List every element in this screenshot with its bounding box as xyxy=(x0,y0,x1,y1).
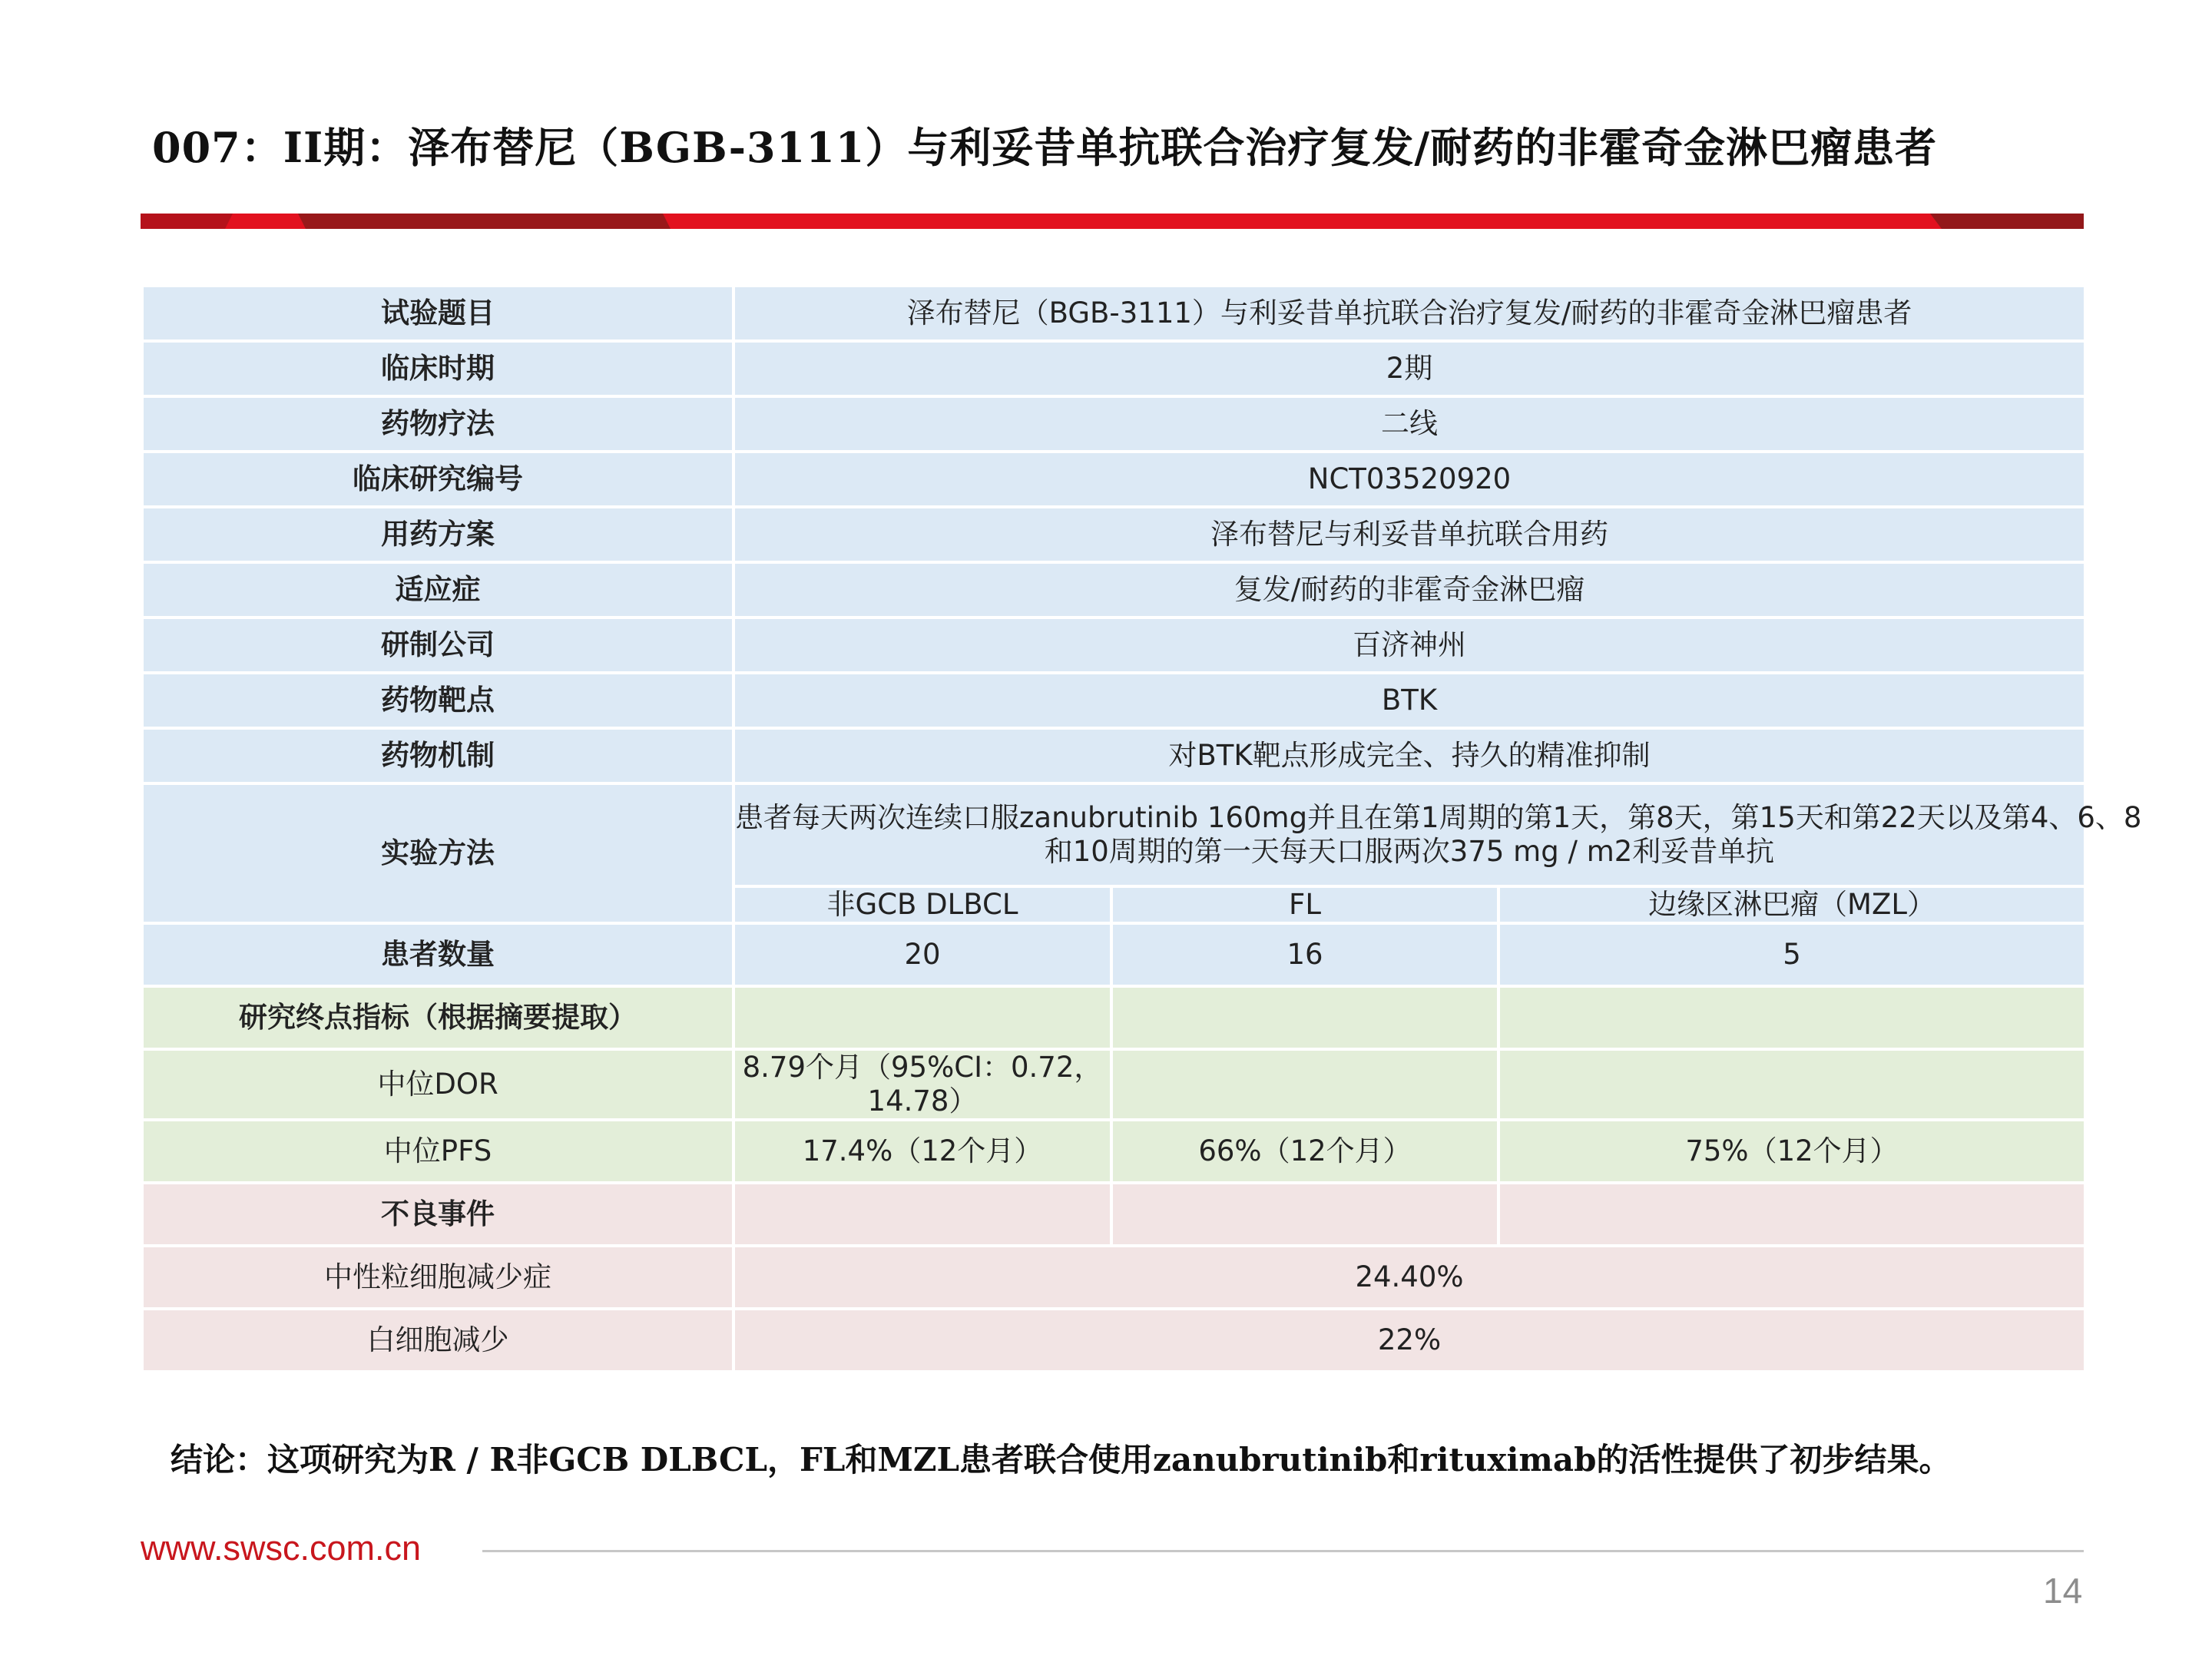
method-line-2: 和10周期的第一天每天口服两次375 mg / m2利妥昔单抗 xyxy=(1044,835,1775,868)
method-line-1: 患者每天两次连续口服zanubrutinib 160mg并且在第1周期的第1天，第8天，第15天和第22天以及第4、6、8 xyxy=(735,801,2142,834)
page-number: 14 xyxy=(2043,1571,2083,1611)
table-row xyxy=(144,453,2084,505)
footer-url: www.swsc.com.cn xyxy=(141,1528,422,1568)
table-row xyxy=(144,343,2084,395)
row-value: 2期 xyxy=(735,343,2084,395)
adverse-value: 22% xyxy=(735,1310,2084,1370)
page-title: 007：II期：泽布替尼（BGB-3111）与利妥昔单抗联合治疗复发/耐药的非霍奇金淋巴瘤患者 xyxy=(152,123,1938,172)
adverse-value: 24.40% xyxy=(735,1247,2084,1307)
table-row xyxy=(144,287,2084,339)
table-row xyxy=(144,674,2084,727)
empty-cell xyxy=(735,1184,1110,1244)
row-label: 药物机制 xyxy=(144,730,732,782)
table-row xyxy=(144,1051,2084,1118)
row-label: 不良事件 xyxy=(144,1184,732,1244)
table-row xyxy=(144,1247,2084,1307)
row-label: 实验方法 xyxy=(144,785,732,922)
group-header: FL xyxy=(1113,888,1497,922)
row-label: 适应症 xyxy=(144,564,732,616)
table-row xyxy=(144,508,2084,561)
pfs-value: 75%（12个月） xyxy=(1500,1121,2084,1181)
patient-count: 16 xyxy=(1113,925,1497,985)
pfs-value: 17.4%（12个月） xyxy=(735,1121,1110,1181)
row-value: 泽布替尼（BGB-3111）与利妥昔单抗联合治疗复发/耐药的非霍奇金淋巴瘤患者 xyxy=(735,287,2084,339)
dor-value xyxy=(735,1051,1110,1118)
pfs-value: 66%（12个月） xyxy=(1113,1121,1497,1181)
row-value: 泽布替尼与利妥昔单抗联合用药 xyxy=(735,508,2084,561)
row-label: 中性粒细胞减少症 xyxy=(144,1247,732,1307)
table-row xyxy=(144,398,2084,450)
row-label: 药物疗法 xyxy=(144,398,732,450)
table-row xyxy=(144,619,2084,671)
row-value: 二线 xyxy=(735,398,2084,450)
row-label: 白细胞减少 xyxy=(144,1310,732,1370)
group-header: 边缘区淋巴瘤（MZL） xyxy=(1500,888,2084,922)
table-row xyxy=(144,925,2084,985)
table-row xyxy=(144,988,2084,1048)
table-row xyxy=(144,1310,2084,1370)
row-label: 中位PFS xyxy=(144,1121,732,1181)
empty-cell xyxy=(1500,988,2084,1048)
patient-count: 20 xyxy=(735,925,1110,985)
footer-divider xyxy=(482,1550,2084,1552)
title-underline-bar xyxy=(141,214,2084,229)
table-row xyxy=(144,1121,2084,1181)
row-label: 试验题目 xyxy=(144,287,732,339)
conclusion-text: 结论：这项研究为R / R非GCB DLBCL，FL和MZL患者联合使用zanubrutinib和rituximab的活性提供了初步结果。 xyxy=(171,1441,1952,1479)
method-description xyxy=(735,785,2142,885)
empty-cell xyxy=(1113,1184,1497,1244)
empty-cell xyxy=(1500,1051,2084,1118)
row-value: 复发/耐药的非霍奇金淋巴瘤 xyxy=(735,564,2084,616)
table-row xyxy=(144,564,2084,616)
table-row xyxy=(144,730,2084,782)
dor-line-2: 14.78） xyxy=(867,1084,978,1118)
row-value: 百济神州 xyxy=(735,619,2084,671)
row-value: BTK xyxy=(735,674,2084,727)
row-label: 研制公司 xyxy=(144,619,732,671)
row-value: NCT03520920 xyxy=(735,453,2084,505)
row-value: 对BTK靶点形成完全、持久的精准抑制 xyxy=(735,730,2084,782)
empty-cell xyxy=(1500,1184,2084,1244)
empty-cell xyxy=(735,988,1110,1048)
patient-count: 5 xyxy=(1500,925,2084,985)
group-header: 非GCB DLBCL xyxy=(735,888,1110,922)
row-label: 患者数量 xyxy=(144,925,732,985)
row-label: 研究终点指标（根据摘要提取） xyxy=(144,988,732,1048)
trial-table xyxy=(141,284,2142,1373)
dor-line-1: 8.79个月（95%CI：0.72， xyxy=(742,1051,1103,1084)
row-label: 临床时期 xyxy=(144,343,732,395)
row-label: 临床研究编号 xyxy=(144,453,732,505)
row-label: 中位DOR xyxy=(144,1051,732,1118)
table-row xyxy=(144,1184,2084,1244)
row-label: 用药方案 xyxy=(144,508,732,561)
table-row xyxy=(144,785,2084,885)
row-label: 药物靶点 xyxy=(144,674,732,727)
empty-cell xyxy=(1113,1051,1497,1118)
empty-cell xyxy=(1113,988,1497,1048)
